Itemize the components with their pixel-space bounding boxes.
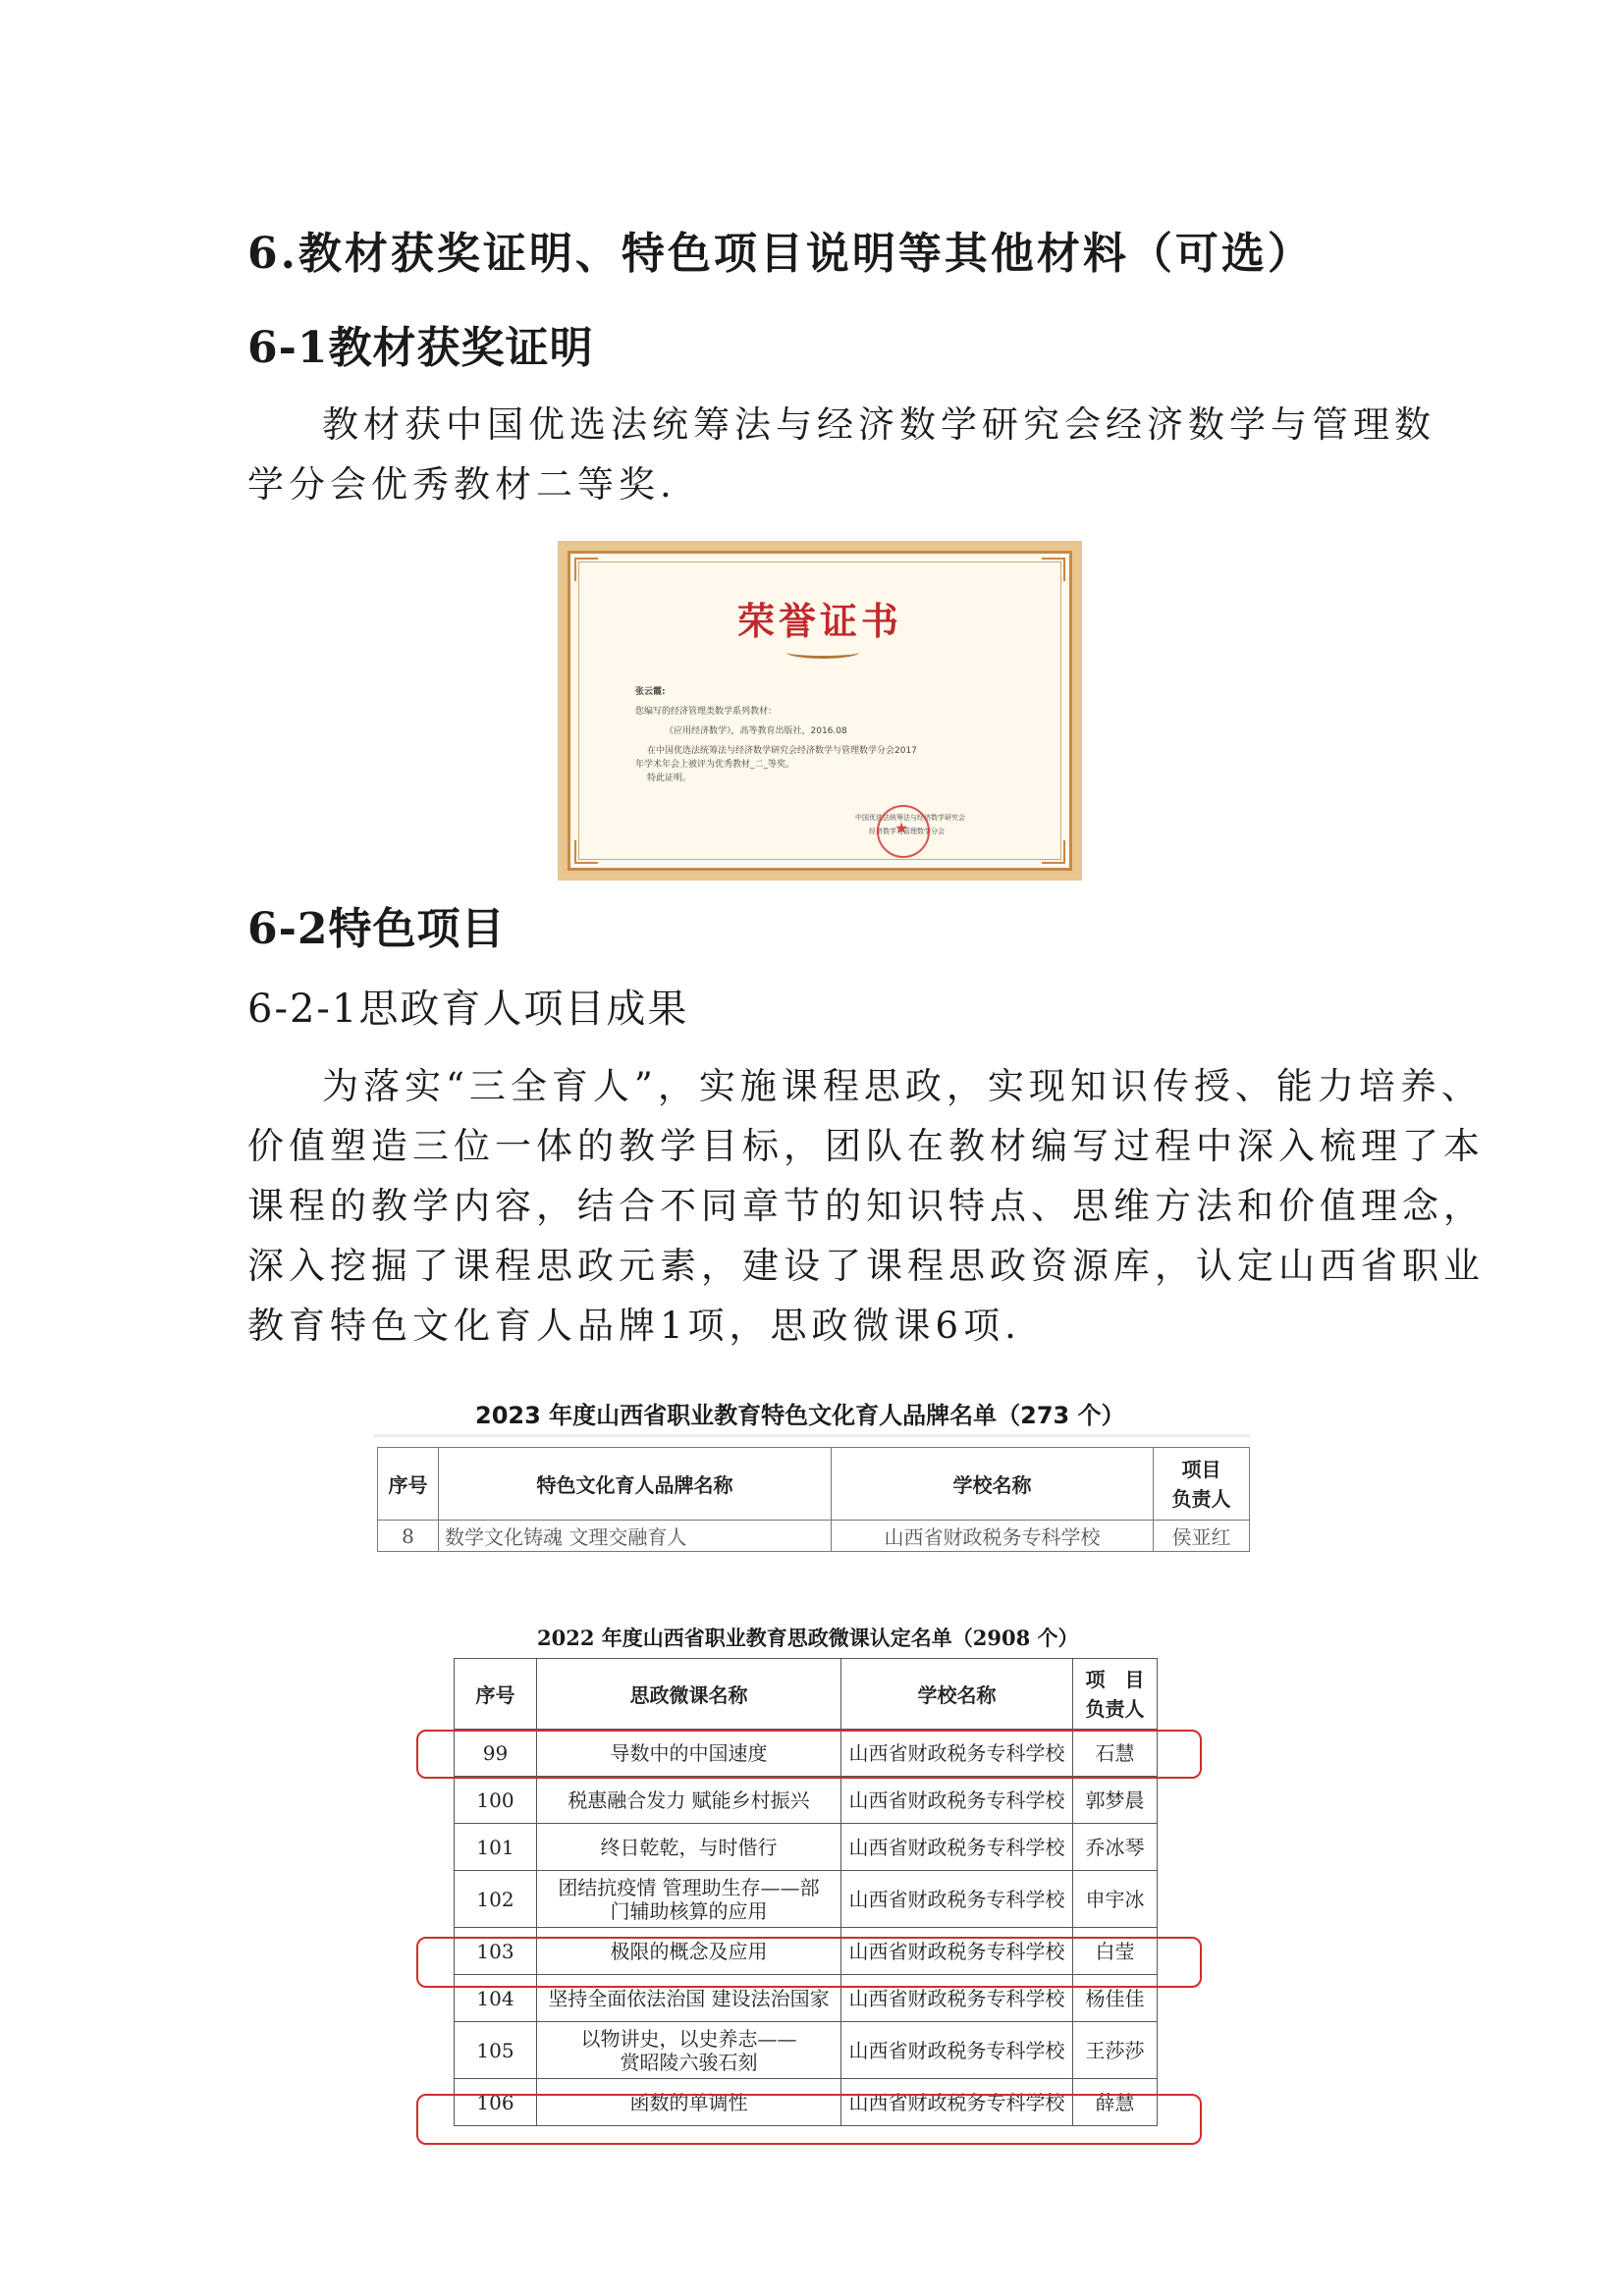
subsection-title-6-2-1: 6-2-1思政育人项目成果	[247, 987, 689, 1032]
certificate-line: 特此证明。	[647, 774, 692, 783]
table1-caption: 2023 年度山西省职业教育特色文化育人品牌名单（273 个）	[475, 1402, 1125, 1429]
table-row	[378, 1521, 1250, 1552]
table-cell: 税惠融合发力 赋能乡村振兴	[537, 1777, 841, 1824]
ideology-paragraph	[247, 1056, 1485, 1356]
seal-icon	[877, 805, 930, 858]
certificate-line: 您编写的经济管理类数学系列教材：	[635, 707, 778, 717]
table-cell: 101	[455, 1824, 537, 1871]
table-cell: 申宇冰	[1073, 1871, 1158, 1928]
certificate-issuer: 经济数学与管理数学分会	[869, 828, 945, 835]
paragraph-line: 学分会优秀教材二等奖.	[247, 463, 677, 506]
subsection-title-6-2: 6-2特色项目	[247, 904, 506, 954]
table-header: 项目 负责人	[1154, 1448, 1250, 1521]
paragraph-line: 课程的教学内容，结合不同章节的知识特点、思维方法和价值理念，	[247, 1185, 1485, 1227]
certificate-image	[558, 541, 1082, 881]
table-row	[455, 1871, 1158, 1928]
table-cell: 导数中的中国速度	[537, 1730, 841, 1777]
paragraph-line: 为落实“三全育人”，实施课程思政，实现知识传授、能力培养、	[322, 1065, 1483, 1107]
table-cell: 102	[455, 1871, 537, 1928]
table-row	[455, 1777, 1158, 1824]
table-header: 项 目 负责人	[1073, 1659, 1158, 1730]
table-cell: 山西省财政税务专科学校	[841, 1928, 1073, 1975]
table-header: 学校名称	[841, 1659, 1073, 1730]
table-cell: 山西省财政税务专科学校	[832, 1521, 1154, 1552]
table-row	[455, 1824, 1158, 1871]
paragraph-line: 深入挖掘了课程思政元素，建设了课程思政资源库，认定山西省职业	[247, 1245, 1485, 1287]
section-title: 6.教材获奖证明、特色项目说明等其他材料（可选）	[247, 229, 1314, 279]
microcourse-table	[454, 1658, 1158, 2126]
table-cell: 105	[455, 2022, 537, 2079]
table-cell: 104	[455, 1975, 537, 2022]
table-cell: 以物讲史，以史养志—— 赏昭陵六骏石刻	[537, 2022, 841, 2079]
paragraph-line: 教育特色文化育人品牌1项，思政微课6项.	[247, 1305, 1021, 1347]
table-cell: 山西省财政税务专科学校	[841, 2022, 1073, 2079]
certificate-issuer: 中国优选法统筹法与经济数学研究会	[855, 814, 965, 822]
table-cell: 山西省财政税务专科学校	[841, 2079, 1073, 2126]
table-cell: 函数的单调性	[537, 2079, 841, 2126]
subsection-title-6-1: 6-1教材获奖证明	[247, 323, 594, 373]
table-cell: 杨佳佳	[1073, 1975, 1158, 2022]
paragraph-line: 价值塑造三位一体的教学目标，团队在教材编写过程中深入梳理了本	[247, 1125, 1485, 1167]
table-cell: 终日乾乾，与时偕行	[537, 1824, 841, 1871]
ornament-icon	[786, 646, 859, 659]
table-header: 特色文化育人品牌名称	[439, 1448, 832, 1521]
table-cell: 极限的概念及应用	[537, 1928, 841, 1975]
brand-table	[377, 1447, 1250, 1552]
table-cell: 侯亚红	[1154, 1521, 1250, 1552]
certificate-line: 年学术年会上被评为优秀教材_二_等奖。	[635, 760, 795, 770]
certificate-line: 《应用经济数学》，高等教育出版社，2016.08	[665, 726, 847, 736]
table-cell: 106	[455, 2079, 537, 2126]
table-cell: 坚持全面依法治国 建设法治国家	[537, 1975, 841, 2022]
table-cell: 数学文化铸魂 文理交融育人	[439, 1521, 832, 1552]
table-cell: 100	[455, 1777, 537, 1824]
table-header: 学校名称	[832, 1448, 1154, 1521]
table-cell: 石慧	[1073, 1730, 1158, 1777]
table-cell: 山西省财政税务专科学校	[841, 1975, 1073, 2022]
table-header: 序号	[455, 1659, 537, 1730]
table-header: 序号	[378, 1448, 439, 1521]
table-cell: 王莎莎	[1073, 2022, 1158, 2079]
highlight-box	[416, 1937, 1202, 1988]
table-cell: 山西省财政税务专科学校	[841, 1730, 1073, 1777]
table-cell: 99	[455, 1730, 537, 1777]
table-header: 思政微课名称	[537, 1659, 841, 1730]
highlight-box	[416, 1730, 1202, 1779]
certificate-line: 在中国优选法统筹法与经济数学研究会经济数学与管理数学分会2017	[647, 746, 917, 756]
table-cell: 山西省财政税务专科学校	[841, 1777, 1073, 1824]
highlight-box	[416, 2094, 1202, 2145]
paragraph-line: 教材获中国优选法统筹法与经济数学研究会经济数学与管理数	[322, 403, 1435, 446]
table2-caption: 2022 年度山西省职业教育思政微课认定名单（2908 个）	[537, 1626, 1079, 1650]
table-cell: 乔冰琴	[1073, 1824, 1158, 1871]
certificate-recipient: 张云霞:	[635, 687, 666, 697]
table-cell: 103	[455, 1928, 537, 1975]
table-cell: 山西省财政税务专科学校	[841, 1871, 1073, 1928]
table-cell: 团结抗疫情 管理助生存——部 门辅助核算的应用	[537, 1871, 841, 1928]
table-cell: 山西省财政税务专科学校	[841, 1824, 1073, 1871]
table-row	[455, 2022, 1158, 2079]
table-cell: 郭梦晨	[1073, 1777, 1158, 1824]
award-paragraph	[247, 395, 1435, 514]
table-cell: 薛慧	[1073, 2079, 1158, 2126]
table-cell: 白莹	[1073, 1928, 1158, 1975]
certificate-title: 荣誉证书	[736, 600, 902, 643]
table-cell: 8	[378, 1521, 439, 1552]
